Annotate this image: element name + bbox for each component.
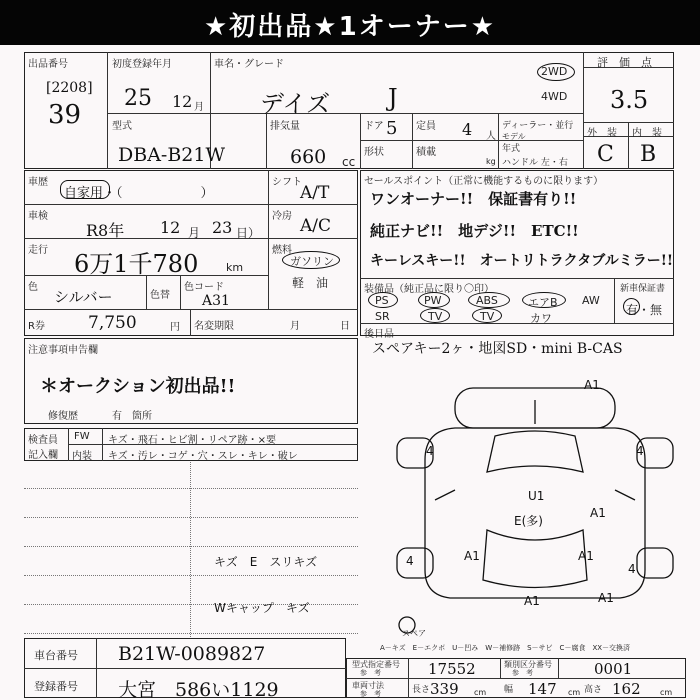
color-value: シルバー bbox=[54, 288, 113, 306]
model-year-label-1: モデル bbox=[502, 132, 526, 141]
reg-limit-month: 月 bbox=[290, 321, 300, 332]
lot-number: 39 bbox=[48, 100, 82, 130]
cc-label: 排気量 bbox=[270, 121, 300, 132]
banner-title: ★初出品★1オーナー★ bbox=[203, 12, 497, 42]
door-value: 5 bbox=[386, 118, 398, 139]
ac-label: 冷房 bbox=[272, 211, 292, 222]
fuel-alt: 軽 油 bbox=[292, 276, 329, 290]
model: DBA-B21W bbox=[118, 144, 226, 166]
rear-window bbox=[483, 530, 587, 588]
length-unit: cm bbox=[474, 688, 487, 697]
inspector-row1-items: キズ・飛石・ヒビ割・リペア跡・×要 bbox=[108, 435, 276, 446]
inspection-month: 12 bbox=[160, 218, 181, 237]
equip-tv2: TV bbox=[480, 310, 495, 323]
score: 3.5 bbox=[610, 86, 649, 114]
recycle-value: 7,750 bbox=[88, 313, 137, 333]
inspection-day-unit: 日） bbox=[236, 226, 261, 240]
int-grade: B bbox=[640, 142, 657, 167]
drive-4wd: 4WD bbox=[541, 90, 568, 103]
class-value: 0001 bbox=[594, 660, 633, 678]
mileage-unit: km bbox=[226, 261, 244, 274]
mark-a1-left: A1 bbox=[464, 549, 480, 563]
reg-limit-day: 日 bbox=[340, 321, 350, 332]
plate-value: 大宮 586い1129 bbox=[118, 679, 279, 700]
inspector-row2-title: 内装 bbox=[72, 451, 92, 462]
sales-title: セールスポイント（正常に機能するものに限ります） bbox=[364, 176, 604, 187]
history-value: 自家用・（ ） bbox=[64, 186, 214, 201]
equip-aw: AW bbox=[582, 294, 600, 307]
warranty-label: 新車保証書 bbox=[620, 284, 666, 294]
equip-title: 装備品（純正品に限り〇印） bbox=[364, 284, 494, 295]
shift-label: シフト bbox=[272, 177, 302, 188]
windshield bbox=[487, 431, 583, 472]
equip-ps: PS bbox=[375, 294, 389, 307]
inspector-row1-title: FW bbox=[74, 431, 90, 442]
mileage-label: 走行 bbox=[28, 245, 48, 256]
length-label: 長さ bbox=[412, 685, 431, 695]
dim-label-2: 参 考 bbox=[360, 690, 381, 698]
color-code: A31 bbox=[202, 293, 230, 309]
equip-pw: PW bbox=[424, 294, 442, 307]
remark-1: キズ E スリキズ bbox=[214, 555, 318, 569]
type-no-label: 型式指定番号 bbox=[352, 660, 400, 669]
width-label: 幅 bbox=[504, 685, 514, 695]
reg-year: 25 bbox=[124, 86, 152, 111]
length-value: 339 bbox=[430, 680, 459, 698]
mark-4-fl: 4 bbox=[426, 444, 434, 458]
sales-line2: 純正ナビ!! 地デジ!! ETC!! bbox=[370, 222, 579, 240]
repair-value: 有 bbox=[112, 411, 122, 422]
handle-label: ハンドル 左・右 bbox=[502, 158, 568, 168]
equip-leather: カワ bbox=[530, 312, 552, 325]
class-sub: 参 考 bbox=[512, 669, 533, 677]
ext-grade: C bbox=[597, 142, 614, 167]
car-name: デイズ bbox=[260, 90, 331, 118]
mark-4-fr: 4 bbox=[636, 444, 644, 458]
width-unit: cm bbox=[568, 688, 581, 697]
equip-airbag: エアB bbox=[528, 296, 558, 309]
mileage-value: 6万1千780 bbox=[74, 250, 199, 278]
dim-label-1: 車両寸法 bbox=[352, 681, 384, 690]
type-no-sub: 参 考 bbox=[360, 669, 381, 677]
class-label: 類別区分番号 bbox=[504, 660, 552, 669]
mark-a1-right: A1 bbox=[578, 549, 594, 563]
plate-label: 登録番号 bbox=[34, 680, 78, 693]
dealer-label: ディーラー・並行 bbox=[502, 121, 574, 131]
chassis-label: 車台番号 bbox=[34, 649, 78, 662]
cap-unit: 人 bbox=[486, 131, 496, 142]
spare-label: スペア bbox=[402, 629, 426, 638]
height-unit: cm bbox=[660, 688, 673, 697]
banner bbox=[0, 0, 700, 45]
cap-value: 4 bbox=[462, 120, 473, 139]
mark-a1-rear: A1 bbox=[524, 594, 540, 608]
aftermarket-label: 後日品 bbox=[364, 329, 394, 340]
equip-sr: SR bbox=[375, 310, 390, 323]
mark-a1-top: A1 bbox=[584, 378, 600, 392]
repair-label: 修復歴 bbox=[48, 411, 78, 422]
door-label: ドア bbox=[364, 121, 384, 132]
equip-abs: ABS bbox=[476, 294, 498, 307]
damage-legend: A－キズ E－エクボ U－凹み W－補修跡 S－サビ C－腐食 XX－交換済 bbox=[380, 644, 631, 652]
reg-limit-label: 名変期限 bbox=[194, 321, 234, 332]
wheel-rear-left bbox=[397, 548, 433, 578]
color-code-label: 色コード bbox=[184, 282, 224, 293]
reg-month: 12 bbox=[172, 92, 193, 111]
inspection-label: 車検 bbox=[28, 211, 48, 222]
width-value: 147 bbox=[528, 680, 557, 698]
model-label: 型式 bbox=[112, 121, 132, 132]
inspector-label-top: 検査員 bbox=[28, 435, 58, 446]
model-year-label-2: 年式 bbox=[502, 144, 521, 154]
mark-4-rl: 4 bbox=[406, 554, 414, 568]
shape-label: 形状 bbox=[364, 147, 384, 158]
inspector-label-bottom: 記入欄 bbox=[28, 450, 58, 461]
recycle-label: R券 bbox=[28, 321, 45, 332]
remark-2: Wキャップ キズ bbox=[214, 601, 310, 615]
recycle-unit: 円 bbox=[170, 322, 180, 333]
sales-line1: ワンオーナー!! 保証書有り!! bbox=[370, 190, 577, 208]
warranty-circle bbox=[623, 298, 640, 315]
score-label: 評 価 点 bbox=[597, 56, 652, 69]
notes-title: 注意事項申告欄 bbox=[28, 345, 98, 356]
reg-month-unit: 月 bbox=[194, 102, 204, 113]
inspection-day: 23 bbox=[212, 218, 233, 237]
fuel-label: 燃料 bbox=[272, 245, 292, 256]
name-label: 車名・グレード bbox=[214, 59, 284, 70]
repair-place: 箇所 bbox=[132, 411, 152, 422]
drive-2wd: 2WD bbox=[541, 65, 568, 78]
mark-u1: U1 bbox=[528, 489, 545, 503]
inspector-row2-items: キズ・汚レ・コゲ・穴・スレ・キレ・破レ bbox=[108, 451, 298, 462]
warranty-value: 有・無 bbox=[626, 303, 663, 317]
height-label: 高さ bbox=[584, 685, 603, 695]
sales-line3: キーレスキー!! オートリトラクタブルミラー!! bbox=[370, 253, 674, 269]
mark-4-rr: 4 bbox=[628, 562, 636, 576]
ext-label: 外 装 bbox=[587, 128, 617, 139]
color-swap-label: 色替 bbox=[150, 290, 170, 301]
cap-label: 定員 bbox=[416, 121, 436, 132]
shift-value: A/T bbox=[300, 183, 330, 203]
car-diagram bbox=[395, 380, 685, 636]
cc-value: 660 bbox=[290, 146, 327, 168]
history-label: 車歴 bbox=[28, 177, 48, 188]
lot-label: 出品番号 bbox=[28, 59, 68, 70]
load-label: 積載 bbox=[416, 147, 436, 158]
height-value: 162 bbox=[612, 680, 641, 698]
equip-tv1: TV bbox=[428, 310, 443, 323]
cc-unit: cc bbox=[342, 155, 356, 169]
mark-e: E(多) bbox=[514, 514, 543, 528]
color-label: 色 bbox=[28, 282, 38, 293]
type-no-value: 17552 bbox=[428, 660, 476, 678]
inspection-month-unit: 月 bbox=[188, 226, 201, 240]
int-label: 内 装 bbox=[632, 128, 662, 139]
inspection-year: R8年 bbox=[86, 221, 125, 240]
reg-label: 初度登録年月 bbox=[112, 59, 172, 70]
grade: J bbox=[388, 84, 398, 112]
ac-value: A/C bbox=[300, 216, 332, 236]
aftermarket-value: スペアキー2ヶ・地図SD・mini B-CAS bbox=[372, 341, 623, 357]
load-unit: kg bbox=[486, 157, 496, 166]
mark-a1-side-right: A1 bbox=[590, 506, 606, 520]
mark-a1-rear-right: A1 bbox=[598, 591, 614, 605]
wheel-rear-right bbox=[637, 548, 673, 578]
fuel-value: ガソリン bbox=[290, 255, 334, 268]
lot-code: [2208] bbox=[46, 80, 93, 96]
chassis-value: B21W-0089827 bbox=[118, 643, 266, 665]
notes-note: ＊オークション初出品!! bbox=[40, 376, 236, 397]
